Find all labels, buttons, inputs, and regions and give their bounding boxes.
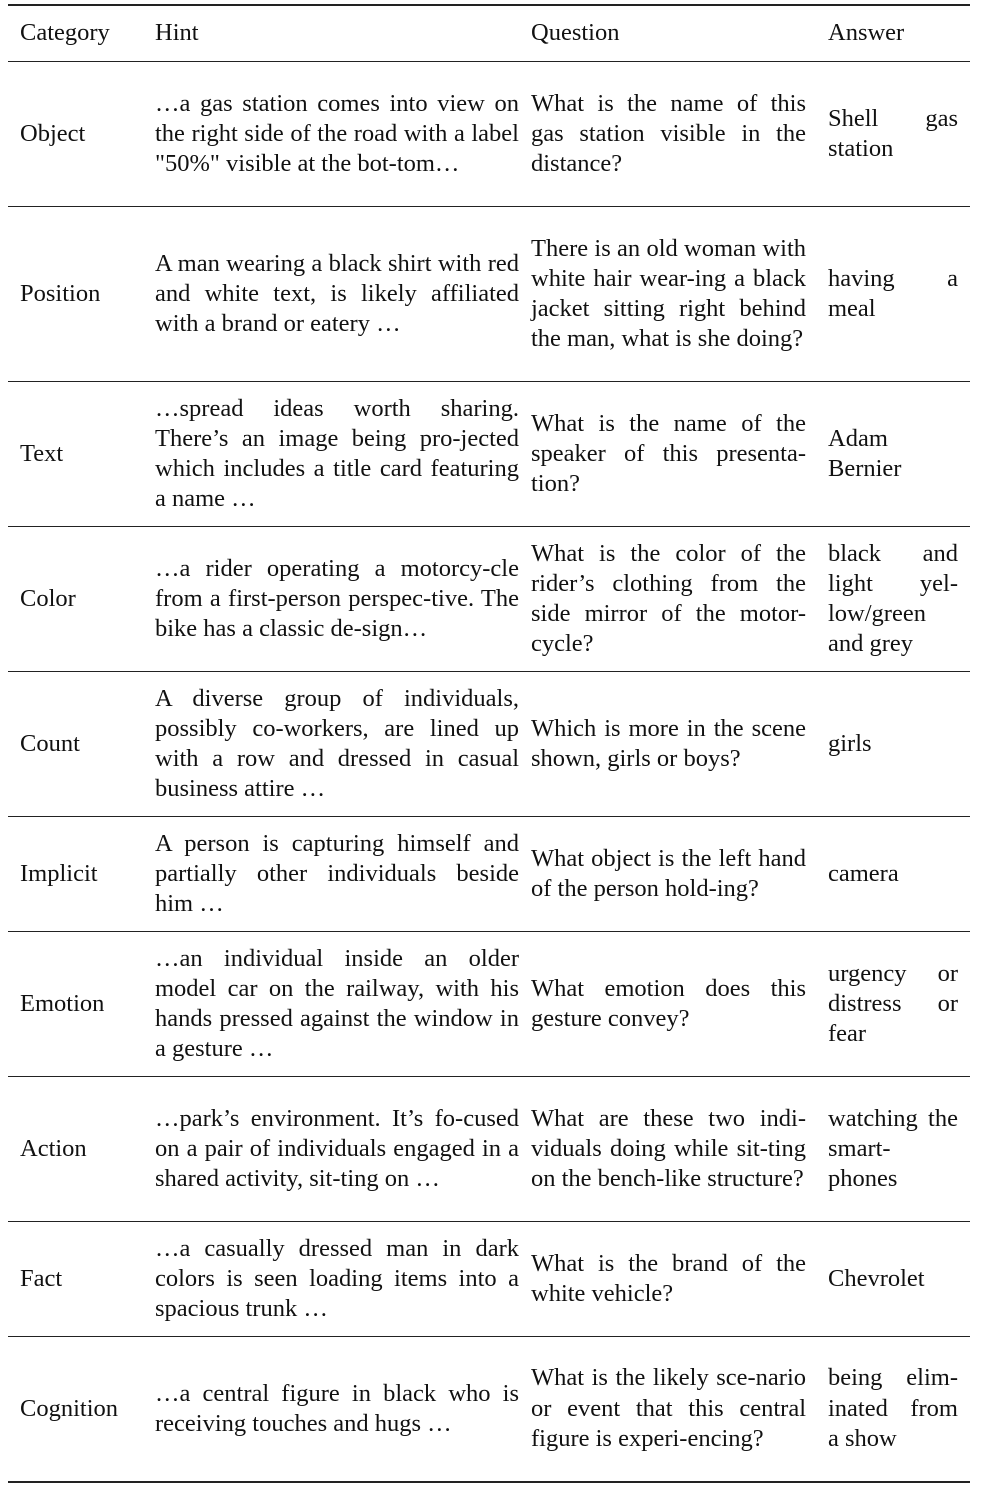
question-cell: Which is more in the scene shown, girls or boys? bbox=[531, 672, 818, 817]
answer-cell: having a meal bbox=[818, 207, 970, 382]
hint-cell: …spread ideas worth sharing. There’s an image being pro-jected which includes a title card featuring a name … bbox=[155, 382, 531, 527]
question-cell: There is an old woman with white hair wear-ing a black jacket sitting right behind the man, what is she doing? bbox=[531, 207, 818, 382]
answer-cell: urgency or distress or fear bbox=[818, 932, 970, 1077]
header-row bbox=[8, 5, 970, 62]
table-row bbox=[8, 672, 970, 817]
hint-cell: …a casually dressed man in dark colors is seen loading items into a spacious trunk … bbox=[155, 1222, 531, 1337]
answer-cell: being elim-inated from a show bbox=[818, 1337, 970, 1482]
table-row bbox=[8, 207, 970, 382]
table-row bbox=[8, 527, 970, 672]
category-cell: Count bbox=[8, 672, 155, 817]
header-hint: Hint bbox=[155, 5, 531, 62]
answer-cell: Chevrolet bbox=[818, 1222, 970, 1337]
hint-cell: A person is capturing himself and partially other individuals beside him … bbox=[155, 817, 531, 932]
question-cell: What object is the left hand of the person hold-ing? bbox=[531, 817, 818, 932]
hint-cell: A man wearing a black shirt with red and white text, is likely affiliated with a brand or eatery … bbox=[155, 207, 531, 382]
qa-examples-table bbox=[8, 4, 970, 1483]
question-cell: What are these two indi-viduals doing while sit-ting on the bench-like structure? bbox=[531, 1077, 818, 1222]
header-answer: Answer bbox=[818, 5, 970, 62]
table-row bbox=[8, 1222, 970, 1337]
question-cell: What emotion does this gesture convey? bbox=[531, 932, 818, 1077]
hint-cell: …a rider operating a motorcy-cle from a first-person perspec-tive. The bike has a classic de-sign… bbox=[155, 527, 531, 672]
category-cell: Cognition bbox=[8, 1337, 155, 1482]
table-row bbox=[8, 817, 970, 932]
header-category: Category bbox=[8, 5, 155, 62]
question-cell: What is the name of this gas station visible in the distance? bbox=[531, 62, 818, 207]
category-cell: Implicit bbox=[8, 817, 155, 932]
table-row bbox=[8, 1337, 970, 1482]
category-cell: Text bbox=[8, 382, 155, 527]
hint-cell: …a gas station comes into view on the right side of the road with a label "50%" visible at the bot-tom… bbox=[155, 62, 531, 207]
hint-cell: A diverse group of individuals, possibly co-workers, are lined up with a row and dressed in casual business attire … bbox=[155, 672, 531, 817]
hint-cell: …park’s environment. It’s fo-cused on a pair of individuals engaged in a shared activity, sit-ting on … bbox=[155, 1077, 531, 1222]
category-cell: Emotion bbox=[8, 932, 155, 1077]
answer-cell: girls bbox=[818, 672, 970, 817]
table-row bbox=[8, 1077, 970, 1222]
answer-cell: Adam Bernier bbox=[818, 382, 970, 527]
hint-cell: …a central figure in black who is receiving touches and hugs … bbox=[155, 1337, 531, 1482]
category-cell: Fact bbox=[8, 1222, 155, 1337]
table-row bbox=[8, 62, 970, 207]
table-row bbox=[8, 382, 970, 527]
category-cell: Action bbox=[8, 1077, 155, 1222]
question-cell: What is the brand of the white vehicle? bbox=[531, 1222, 818, 1337]
question-cell: What is the color of the rider’s clothing from the side mirror of the motor-cycle? bbox=[531, 527, 818, 672]
table-row bbox=[8, 932, 970, 1077]
question-cell: What is the likely sce-nario or event that this central figure is experi-encing? bbox=[531, 1337, 818, 1482]
category-cell: Object bbox=[8, 62, 155, 207]
category-cell: Position bbox=[8, 207, 155, 382]
answer-cell: camera bbox=[818, 817, 970, 932]
category-cell: Color bbox=[8, 527, 155, 672]
header-question: Question bbox=[531, 5, 818, 62]
table-header bbox=[8, 5, 970, 62]
table-body bbox=[8, 62, 970, 1482]
hint-cell: …an individual inside an older model car on the railway, with his hands pressed against the window in a gesture … bbox=[155, 932, 531, 1077]
answer-cell: Shell gas station bbox=[818, 62, 970, 207]
answer-cell: black and light yel-low/green and grey bbox=[818, 527, 970, 672]
answer-cell: watching the smart-phones bbox=[818, 1077, 970, 1222]
question-cell: What is the name of the speaker of this presenta-tion? bbox=[531, 382, 818, 527]
